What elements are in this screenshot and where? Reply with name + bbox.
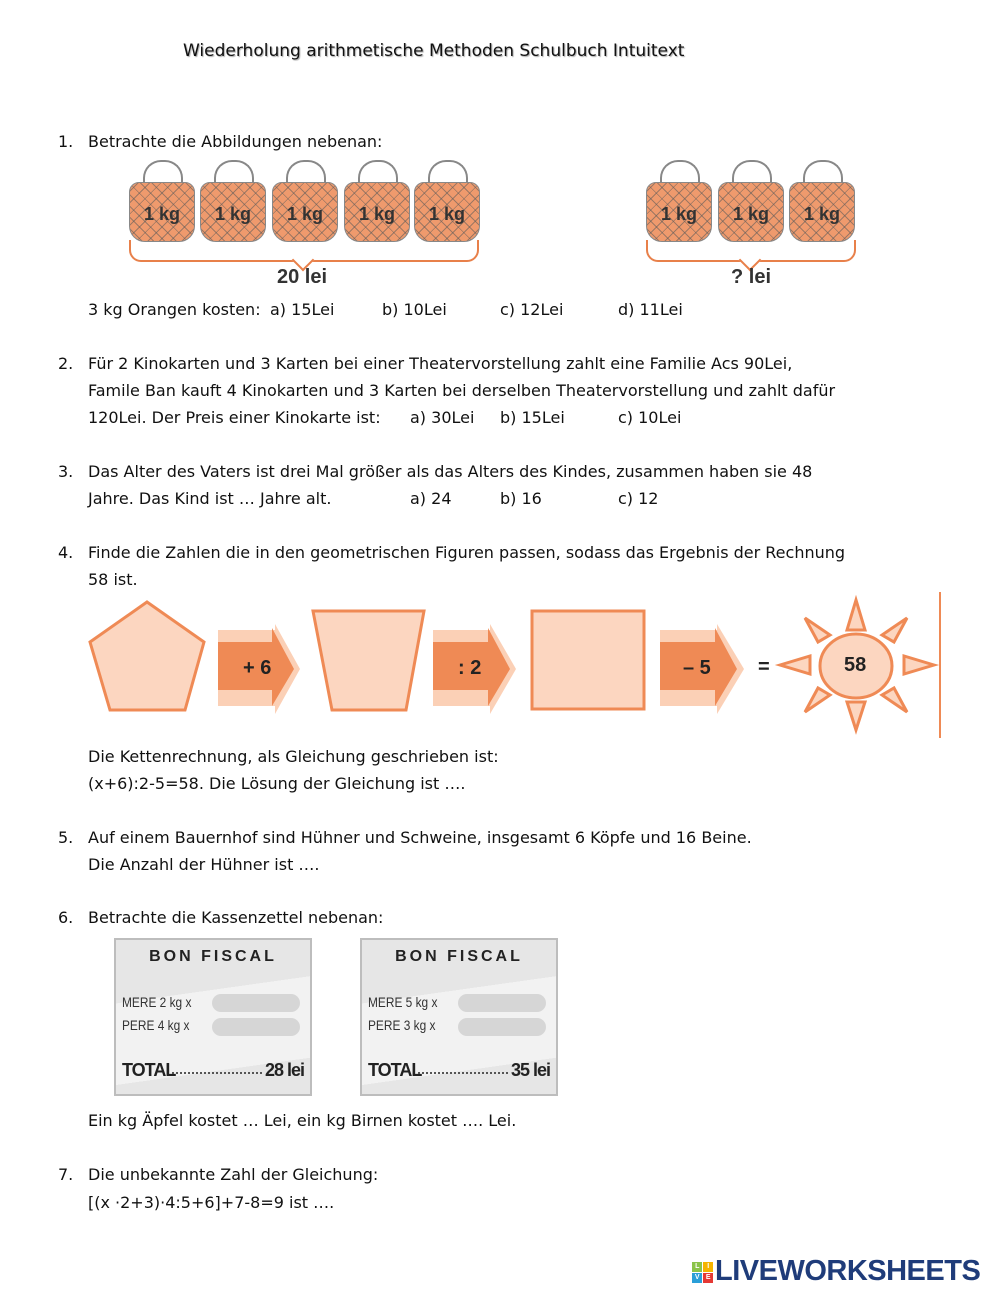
q3-line: Das Alter des Vaters ist drei Mal größer als das Alters des Kindes, zusammen haben sie 48 bbox=[88, 462, 813, 481]
q3-option-c[interactable]: c) 12 bbox=[618, 489, 659, 508]
bag-weight-label: 1 kg bbox=[428, 204, 466, 224]
q4-line: Finde die Zahlen die in den geometrischen Figuren passen, sodass das Ergebnis der Rechnung bbox=[88, 543, 846, 562]
q2-option-a[interactable]: a) 30Lei bbox=[410, 408, 475, 427]
bag-weight-label: 1 kg bbox=[214, 204, 252, 224]
orange-bag bbox=[272, 160, 338, 244]
q1-question: 3 kg Orangen kosten: bbox=[88, 300, 261, 319]
receipt-total-label: TOTAL bbox=[368, 1060, 422, 1080]
trapezoid-shape bbox=[313, 611, 424, 710]
receipt-row-pere: PERE 3 kg x bbox=[368, 1017, 436, 1033]
q4-number: 4. bbox=[58, 543, 74, 562]
q2-option-c[interactable]: c) 10Lei bbox=[618, 408, 682, 427]
bag-weight-label: 1 kg bbox=[660, 204, 698, 224]
q5-line: Die Anzahl der Hühner ist …. bbox=[88, 855, 320, 874]
redacted-price bbox=[212, 1018, 300, 1036]
q6-answer: Ein kg Äpfel kostet … Lei, ein kg Birnen kostet …. Lei. bbox=[88, 1111, 517, 1130]
q3-line: Jahre. Das Kind ist … Jahre alt. bbox=[88, 489, 332, 508]
redacted-price bbox=[458, 994, 546, 1012]
receipt-row-pere: PERE 4 kg x bbox=[122, 1017, 190, 1033]
q5-line: Auf einem Bauernhof sind Hühner und Schweine, insgesamt 6 Köpfe und 16 Beine. bbox=[88, 828, 752, 847]
redacted-price bbox=[212, 994, 300, 1012]
orange-bag bbox=[200, 160, 266, 244]
bag-weight-label: 1 kg bbox=[286, 204, 324, 224]
pentagon-shape bbox=[90, 602, 204, 710]
q1-number: 1. bbox=[58, 132, 74, 151]
page-title: Wiederholung arithmetische Methoden Schulbuch Intuitext bbox=[183, 41, 685, 61]
receipt-total-label: TOTAL bbox=[122, 1060, 176, 1080]
q1-option-a[interactable]: a) 15Lei bbox=[270, 300, 335, 319]
square-shape bbox=[532, 611, 644, 709]
bag-weight-label: 1 kg bbox=[732, 204, 770, 224]
q4-after-line: (x+6):2-5=58. Die Lösung der Gleichung ist …. bbox=[88, 774, 466, 793]
receipt-header: BON FISCAL bbox=[395, 948, 523, 965]
receipt-header: BON FISCAL bbox=[149, 948, 277, 965]
q1-option-b[interactable]: b) 10Lei bbox=[382, 300, 447, 319]
equals-sign: = bbox=[758, 656, 770, 678]
orange-bag bbox=[718, 160, 784, 244]
op-plus-6: + 6 bbox=[243, 657, 272, 679]
q2-option-b[interactable]: b) 15Lei bbox=[500, 408, 565, 427]
q2-line: Für 2 Kinokarten und 3 Karten bei einer Theatervorstellung zahlt eine Familie Acs 90Lei, bbox=[88, 354, 793, 373]
bag-weight-label: 1 kg bbox=[143, 204, 181, 224]
q5-number: 5. bbox=[58, 828, 74, 847]
q2-number: 2. bbox=[58, 354, 74, 373]
q3-option-b[interactable]: b) 16 bbox=[500, 489, 542, 508]
q1-option-c[interactable]: c) 12Lei bbox=[500, 300, 564, 319]
q1-text: Betrachte die Abbildungen nebenan: bbox=[88, 132, 383, 151]
receipt-row-mere: MERE 5 kg x bbox=[368, 994, 438, 1010]
q3-number: 3. bbox=[58, 462, 74, 481]
q7-number: 7. bbox=[58, 1165, 74, 1184]
logo-icon: L I V E bbox=[692, 1262, 713, 1283]
orange-bag bbox=[646, 160, 712, 244]
q2-line: 120Lei. Der Preis einer Kinokarte ist: bbox=[88, 408, 381, 427]
receipt-2 bbox=[360, 938, 558, 1096]
left-price: 20 lei bbox=[277, 266, 328, 288]
dotted-leader bbox=[172, 1072, 262, 1074]
redacted-price bbox=[458, 1018, 546, 1036]
result-58: 58 bbox=[844, 654, 867, 676]
receipt-total: 35 lei bbox=[510, 1060, 550, 1080]
bag-weight-label: 1 kg bbox=[803, 204, 841, 224]
q3-option-a[interactable]: a) 24 bbox=[410, 489, 452, 508]
q7-text: Die unbekannte Zahl der Gleichung: bbox=[88, 1165, 379, 1184]
op-minus-5: – 5 bbox=[683, 657, 711, 679]
right-price: ? lei bbox=[731, 266, 772, 288]
dotted-leader bbox=[418, 1072, 508, 1074]
orange-bag bbox=[414, 160, 480, 244]
receipt-total: 28 lei bbox=[264, 1060, 304, 1080]
q2-line: Famile Ban kauft 4 Kinokarten und 3 Karten bei derselben Theatervorstellung und zahlt dafür bbox=[88, 381, 836, 400]
q6-number: 6. bbox=[58, 908, 74, 927]
orange-bag bbox=[344, 160, 410, 244]
orange-bag bbox=[129, 160, 195, 244]
q4-after-line: Die Kettenrechnung, als Gleichung geschrieben ist: bbox=[88, 747, 499, 766]
logo-text: LIVEWORKSHEETS bbox=[715, 1255, 981, 1287]
bag-weight-label: 1 kg bbox=[358, 204, 396, 224]
receipt-row-mere: MERE 2 kg x bbox=[122, 994, 192, 1010]
orange-bag bbox=[789, 160, 855, 244]
q4-line: 58 ist. bbox=[88, 570, 138, 589]
q1-option-d[interactable]: d) 11Lei bbox=[618, 300, 683, 319]
liveworksheets-logo[interactable] bbox=[692, 1255, 980, 1288]
receipt-1 bbox=[114, 938, 312, 1096]
op-divide-2: : 2 bbox=[458, 657, 482, 679]
q7-equation: [(x ·2+3)·4:5+6]+7-8=9 ist …. bbox=[88, 1193, 335, 1212]
q6-text: Betrachte die Kassenzettel nebenan: bbox=[88, 908, 384, 927]
